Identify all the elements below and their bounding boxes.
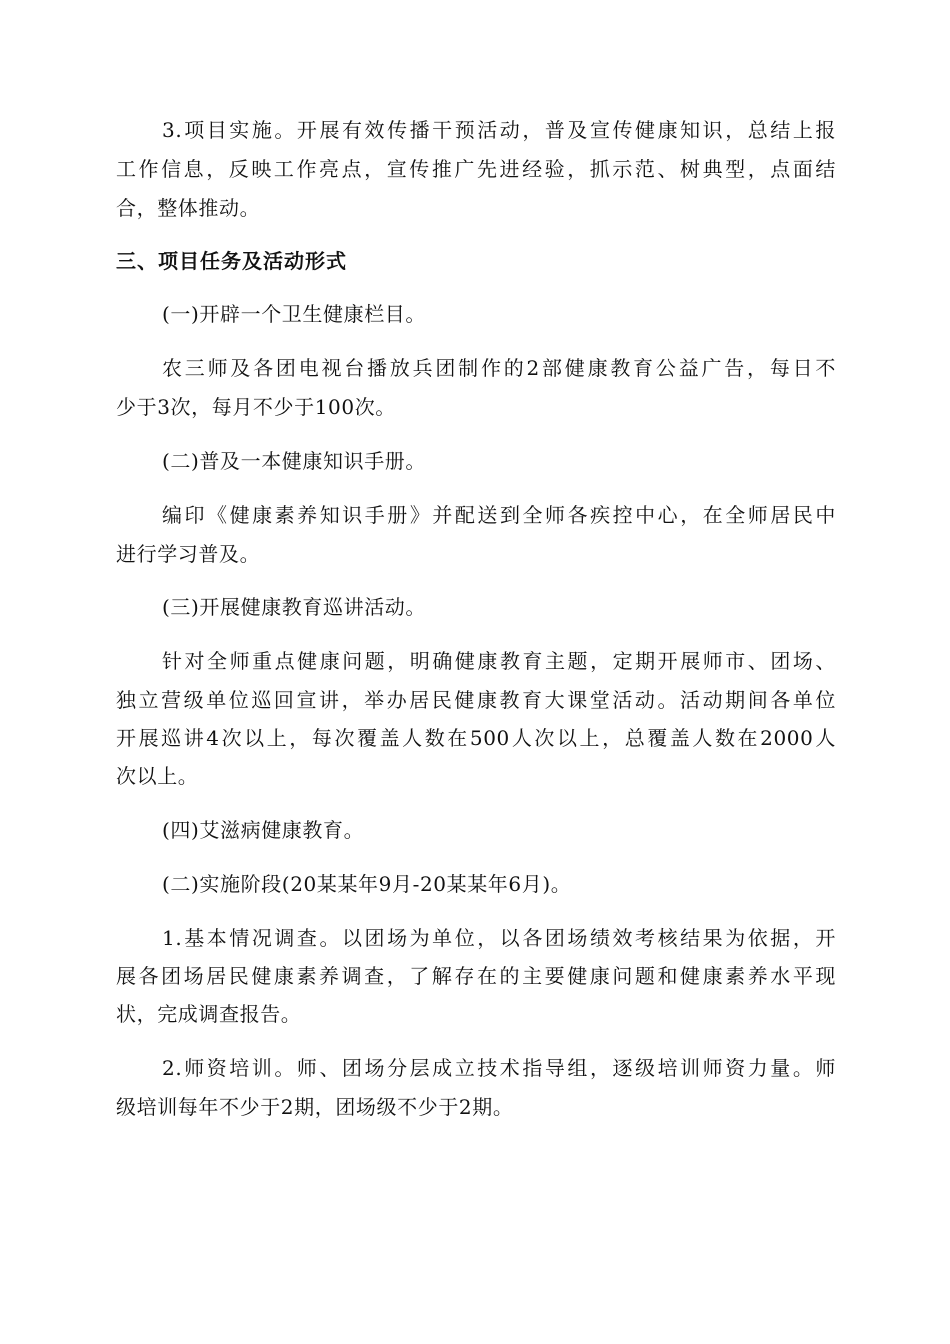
paragraph-line: 进行学习普及。 [116,542,261,566]
paragraph-line: 3.项目实施。开展有效传播干预活动，普及宣传健康知识，总结上报 [162,118,836,142]
subsection-heading: (二)普及一本健康知识手册。 [162,449,427,473]
section-heading: 三、项目任务及活动形式 [116,249,347,273]
paragraph-line: 针对全师重点健康问题，明确健康教育主题，定期开展师市、团场、 [162,649,836,673]
paragraph-line: 独立营级单位巡回宣讲，举办居民健康教育大课堂活动。活动期间各单位 [116,688,836,712]
paragraph-line: 农三师及各团电视台播放兵团制作的2部健康教育公益广告，每日不 [162,356,836,380]
subsection-heading: (三)开展健康教育巡讲活动。 [162,595,427,619]
paragraph-line: 2.师资培训。师、团场分层成立技术指导组，逐级培训师资力量。师 [162,1056,836,1080]
paragraph-line: 次以上。 [116,764,199,788]
paragraph-line: 状，完成调查报告。 [116,1002,302,1026]
paragraph-line: 合，整体推动。 [116,196,261,220]
paragraph-line: 展各团场居民健康素养调查，了解存在的主要健康问题和健康素养水平现 [116,964,836,988]
paragraph-line: 级培训每年不少于2期，团场级不少于2期。 [116,1095,514,1119]
subsection-heading: (四)艾滋病健康教育。 [162,818,365,842]
subsection-heading: (二)实施阶段(20某某年9月-20某某年6月)。 [162,872,572,896]
paragraph-line: 开展巡讲4次以上，每次覆盖人数在500人次以上，总覆盖人数在2000人 [116,726,836,750]
paragraph-line: 1.基本情况调查。以团场为单位，以各团场绩效考核结果为依据，开 [162,926,836,950]
paragraph-line: 工作信息，反映工作亮点，宣传推广先进经验，抓示范、树典型，点面结 [116,157,836,181]
paragraph-line: 编印《健康素养知识手册》并配送到全师各疾控中心，在全师居民中 [162,503,836,527]
subsection-heading: (一)开辟一个卫生健康栏目。 [162,302,427,326]
paragraph-line: 少于3次，每月不少于100次。 [116,395,396,419]
